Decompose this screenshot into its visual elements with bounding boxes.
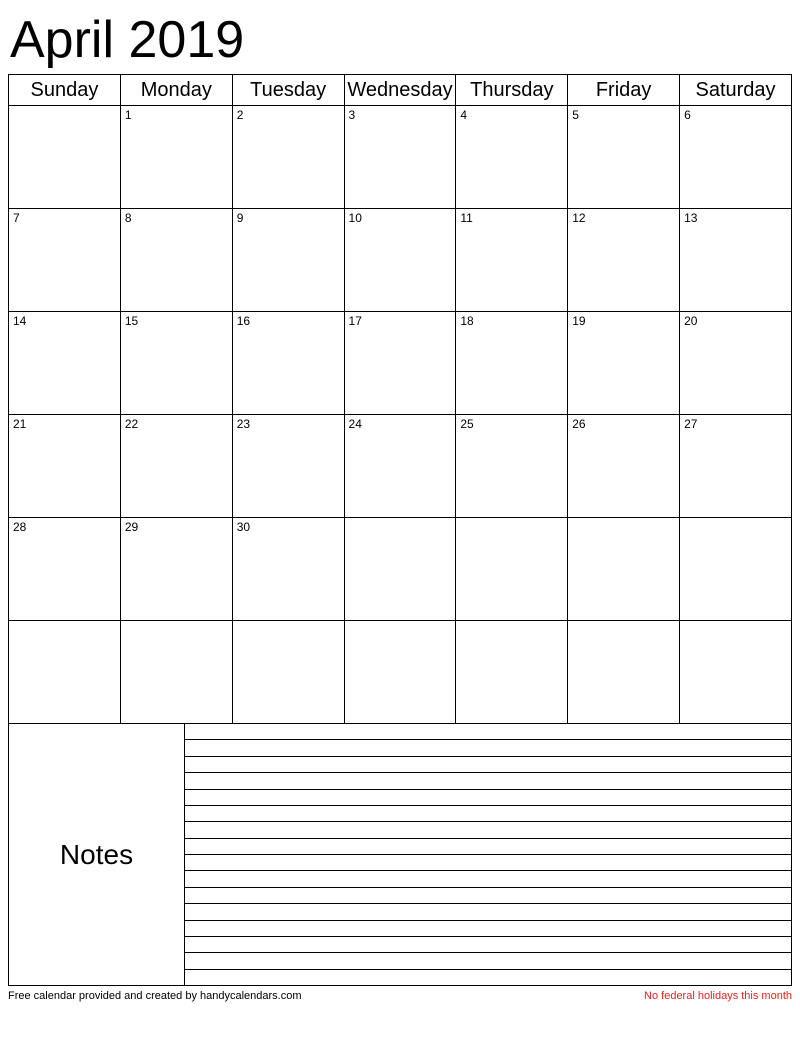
notes-lines[interactable]	[185, 724, 791, 985]
calendar-day-cell[interactable]	[568, 106, 680, 209]
weekday-header-wednesday: Wednesday	[344, 75, 456, 106]
notes-line[interactable]	[185, 839, 791, 855]
calendar-day-cell[interactable]	[232, 209, 344, 312]
day-number	[680, 518, 791, 521]
notes-line[interactable]	[185, 740, 791, 756]
day-number	[9, 621, 120, 624]
calendar-day-cell[interactable]	[120, 209, 232, 312]
day-number	[9, 106, 120, 109]
calendar-day-cell[interactable]	[456, 312, 568, 415]
notes-line[interactable]	[185, 970, 791, 985]
calendar-day-cell[interactable]	[680, 518, 792, 621]
calendar-day-cell[interactable]	[9, 106, 121, 209]
notes-line[interactable]	[185, 937, 791, 953]
day-number: 3	[348, 108, 356, 122]
notes-line[interactable]	[185, 855, 791, 871]
weekday-header-saturday: Saturday	[680, 75, 792, 106]
calendar-day-cell[interactable]	[456, 621, 568, 724]
footer-holiday-note: No federal holidays this month	[644, 990, 792, 1002]
day-number: 17	[348, 314, 362, 328]
day-number: 4	[460, 108, 468, 122]
notes-line[interactable]	[185, 822, 791, 838]
calendar-day-cell[interactable]	[680, 209, 792, 312]
calendar-day-cell[interactable]	[344, 106, 456, 209]
calendar-day-cell[interactable]	[232, 518, 344, 621]
calendar-day-cell[interactable]	[680, 415, 792, 518]
calendar-week-row	[9, 621, 792, 724]
calendar-day-cell[interactable]	[344, 312, 456, 415]
notes-line[interactable]	[185, 953, 791, 969]
calendar-day-cell[interactable]	[120, 621, 232, 724]
day-number: 29	[124, 520, 139, 534]
day-number	[568, 518, 679, 521]
day-number: 14	[13, 314, 27, 328]
calendar-day-cell[interactable]	[456, 106, 568, 209]
day-number: 23	[236, 417, 251, 431]
day-number: 9	[236, 211, 244, 225]
notes-line[interactable]	[185, 790, 791, 806]
notes-line[interactable]	[185, 871, 791, 887]
calendar-day-cell[interactable]	[120, 415, 232, 518]
calendar-week-row	[9, 106, 792, 209]
day-number: 8	[124, 211, 132, 225]
calendar-day-cell[interactable]	[232, 312, 344, 415]
calendar-day-cell[interactable]	[120, 518, 232, 621]
weekday-header-tuesday: Tuesday	[232, 75, 344, 106]
day-number: 12	[572, 211, 586, 225]
day-number: 26	[572, 417, 586, 431]
notes-section	[8, 724, 792, 986]
calendar-day-cell[interactable]	[9, 621, 121, 724]
calendar-day-cell[interactable]	[680, 621, 792, 724]
day-number: 28	[13, 520, 27, 534]
calendar-day-cell[interactable]	[9, 312, 121, 415]
day-number: 19	[572, 314, 586, 328]
calendar-day-cell[interactable]	[456, 209, 568, 312]
weekday-header-friday: Friday	[568, 75, 680, 106]
weekday-header-sunday: Sunday	[9, 75, 121, 106]
notes-line[interactable]	[185, 904, 791, 920]
calendar-day-cell[interactable]	[232, 415, 344, 518]
weekday-header-monday: Monday	[120, 75, 232, 106]
calendar-day-cell[interactable]	[344, 209, 456, 312]
calendar-table	[8, 74, 792, 724]
calendar-day-cell[interactable]	[456, 415, 568, 518]
calendar-day-cell[interactable]	[344, 415, 456, 518]
calendar-week-row	[9, 415, 792, 518]
weekday-header-thursday: Thursday	[456, 75, 568, 106]
notes-line[interactable]	[185, 773, 791, 789]
calendar-day-cell[interactable]	[9, 518, 121, 621]
notes-line[interactable]	[185, 888, 791, 904]
day-number: 10	[348, 211, 362, 225]
calendar-day-cell[interactable]	[568, 518, 680, 621]
day-number: 22	[124, 417, 139, 431]
day-number: 7	[13, 211, 20, 225]
calendar-day-cell[interactable]	[120, 106, 232, 209]
calendar-day-cell[interactable]	[680, 106, 792, 209]
day-number: 6	[684, 108, 691, 122]
page-title: April 2019	[10, 11, 245, 69]
day-number	[680, 621, 791, 624]
day-number: 30	[236, 520, 251, 534]
day-number	[121, 621, 232, 624]
calendar-week-row	[9, 312, 792, 415]
day-number: 15	[124, 314, 139, 328]
calendar-day-cell[interactable]	[120, 312, 232, 415]
day-number	[456, 621, 567, 624]
day-number: 11	[460, 211, 473, 225]
calendar-day-cell[interactable]	[9, 415, 121, 518]
calendar-day-cell[interactable]	[568, 209, 680, 312]
calendar-day-cell[interactable]	[344, 518, 456, 621]
day-number	[345, 621, 456, 624]
page-footer	[8, 986, 792, 1002]
day-number: 1	[124, 108, 132, 122]
day-number	[345, 518, 456, 521]
day-number: 24	[348, 417, 362, 431]
day-number	[568, 621, 679, 624]
day-number: 25	[460, 417, 474, 431]
day-number: 5	[572, 108, 579, 122]
notes-line[interactable]	[185, 806, 791, 822]
calendar-day-cell[interactable]	[680, 312, 792, 415]
calendar-day-cell[interactable]	[568, 621, 680, 724]
calendar-week-row	[9, 209, 792, 312]
calendar-day-cell[interactable]	[568, 415, 680, 518]
day-number: 27	[684, 417, 698, 431]
calendar-day-cell[interactable]	[232, 106, 344, 209]
calendar-week-row	[9, 518, 792, 621]
day-number	[233, 621, 344, 624]
calendar-day-cell[interactable]	[568, 312, 680, 415]
calendar-day-cell[interactable]	[232, 621, 344, 724]
day-number: 20	[684, 314, 698, 328]
notes-label: Notes	[9, 724, 185, 985]
day-number: 21	[13, 417, 27, 431]
day-number: 2	[236, 108, 244, 122]
day-number	[456, 518, 567, 521]
notes-line[interactable]	[185, 757, 791, 773]
notes-line[interactable]	[185, 724, 791, 740]
day-number: 18	[460, 314, 474, 328]
day-number: 16	[236, 314, 251, 328]
calendar-day-cell[interactable]	[344, 621, 456, 724]
day-number: 13	[684, 211, 698, 225]
footer-credit: Free calendar provided and created by handycalendars.com	[8, 990, 302, 1002]
calendar-day-cell[interactable]	[456, 518, 568, 621]
notes-line[interactable]	[185, 921, 791, 937]
calendar-day-cell[interactable]	[9, 209, 121, 312]
weekday-header-row	[9, 75, 792, 106]
